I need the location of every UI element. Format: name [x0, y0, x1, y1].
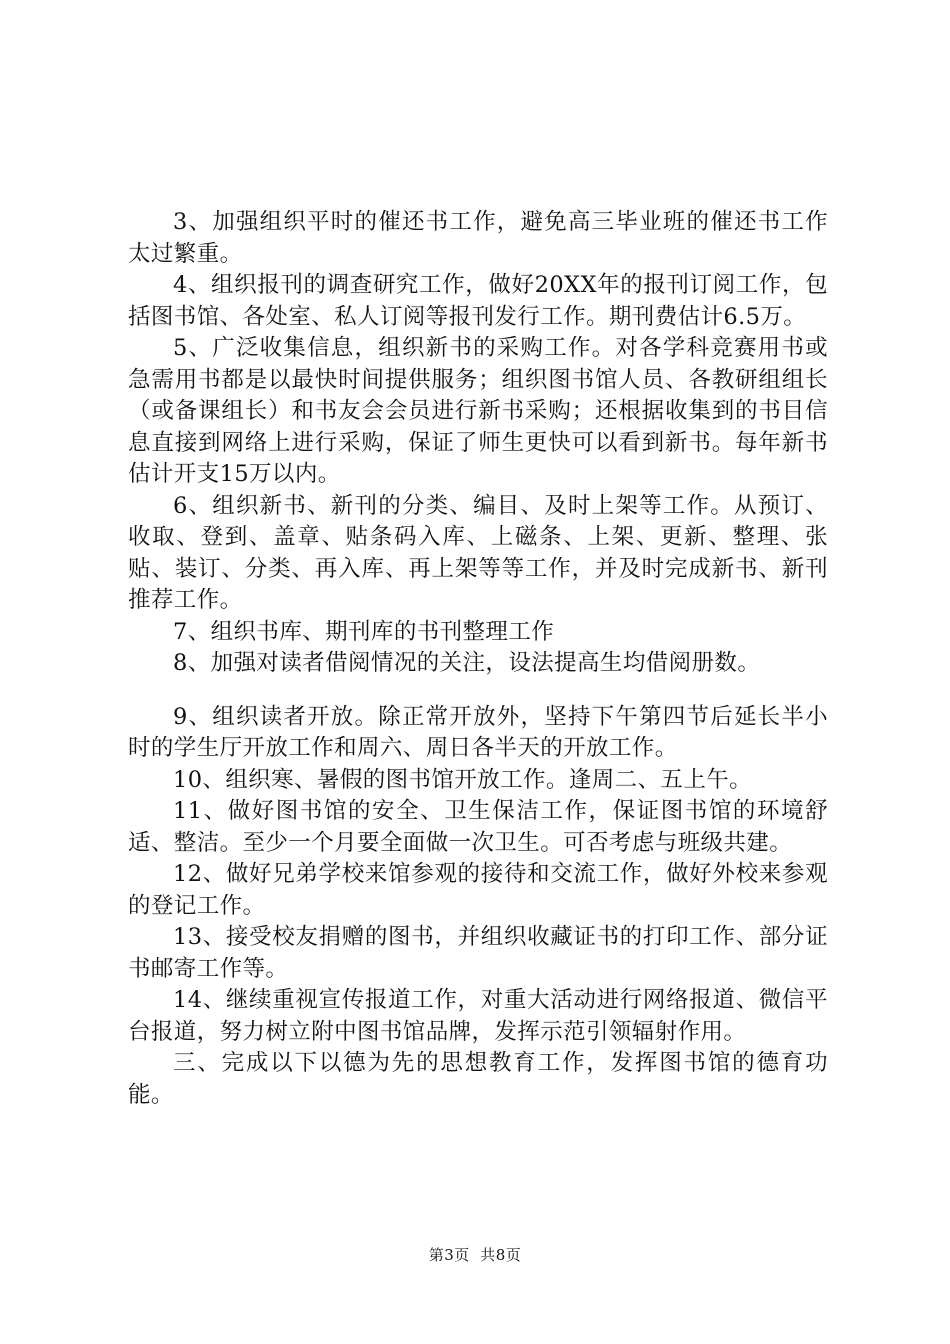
paragraph-item-4: 4、组织报刊的调查研究工作，做好20XX年的报刊订阅工作，包括图书馆、各处室、私人订阅等报刊发行工作。期刊费估计6.5万。	[128, 272, 828, 330]
paragraph-item-14: 14、继续重视宣传报道工作，对重大活动进行网络报道、微信平台报道，努力树立附中图书馆品牌，发挥示范引领辐射作用。	[128, 987, 828, 1045]
paragraph-item-11: 11、做好图书馆的安全、卫生保洁工作，保证图书馆的环境舒适、整洁。至少一个月要全面做一次卫生。可否考虑与班级共建。	[128, 798, 828, 856]
paragraph-item-13: 13、接受校友捐赠的图书，并组织收藏证书的打印工作、部分证书邮寄工作等。	[128, 924, 828, 982]
paragraph-item-6: 6、组织新书、新刊的分类、编目、及时上架等工作。从预订、收取、登到、盖章、贴条码入库、上磁条、上架、更新、整理、张贴、装订、分类、再入库、再上架等等工作，并及时完成新书、新刊推荐工作。	[128, 492, 828, 613]
paragraph-item-5: 5、广泛收集信息，组织新书的采购工作。对各学科竞赛用书或急需用书都是以最快时间提供服务；组织图书馆人员、各教研组组长（或备课组长）和书友会会员进行新书采购；还根据收集到的书目信息直接到网络上进行采购，保证了师生更快可以看到新书。每年新书估计开支15万以内。	[128, 335, 828, 487]
paragraph-item-3: 3、加强组织平时的催还书工作，避免高三毕业班的催还书工作太过繁重。	[128, 209, 828, 267]
paragraph-item-9: 9、组织读者开放。除正常开放外，坚持下午第四节后延长半小时的学生厅开放工作和周六、周日各半天的开放工作。	[128, 703, 828, 761]
document-body	[128, 207, 828, 1111]
page-number-label: 第3页 共8页	[428, 1246, 522, 1264]
section-heading-three: 三、完成以下以德为先的思想教育工作，发挥图书馆的德育功能。	[128, 1050, 828, 1108]
paragraph-item-10: 10、组织寒、暑假的图书馆开放工作。逢周二、五上午。	[173, 766, 753, 793]
page-footer	[0, 1244, 950, 1265]
paragraph-item-7: 7、组织书库、期刊库的书刊整理工作	[173, 618, 555, 645]
paragraph-item-8: 8、加强对读者借阅情况的关注，设法提高生均借阅册数。	[173, 650, 761, 676]
paragraph-item-12: 12、做好兄弟学校来馆参观的接待和交流工作，做好外校来参观的登记工作。	[128, 861, 828, 919]
